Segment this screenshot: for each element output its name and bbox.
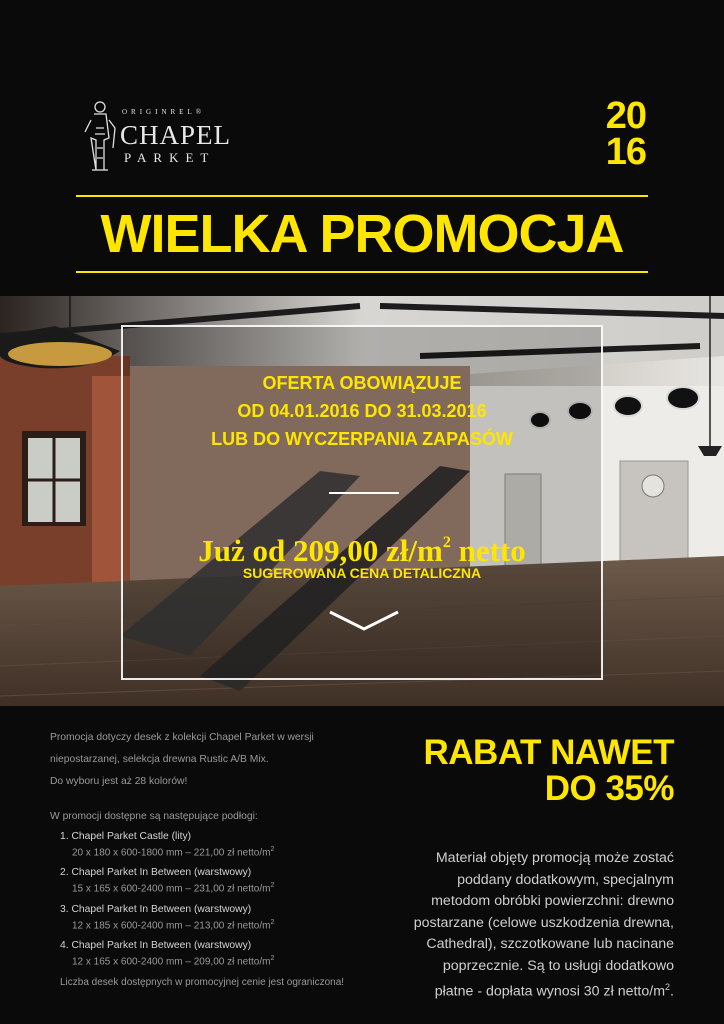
floor-name: 2. Chapel Parket In Between (warstwowy) (60, 867, 252, 879)
list-item (60, 830, 360, 859)
floor-spec-text: 20 x 180 x 600-1800 mm – 221,00 zł netto/m (72, 847, 271, 859)
logo-main-text: CHAPEL (120, 120, 232, 150)
price-prefix: Już od 209,00 zł/m (198, 533, 443, 568)
floor-name: 3. Chapel Parket In Between (warstwowy) (60, 903, 252, 915)
list-item (60, 903, 360, 932)
material-line-3: metodom obróbki powierzchni: drewno (431, 893, 674, 909)
floor-name: 4. Chapel Parket In Between (warstwowy) (60, 939, 252, 951)
figure-logo-icon (82, 98, 118, 174)
offer-line-3: LUB DO WYCZERPANIA ZAPASÓW (211, 429, 513, 449)
floor-spec-sup: 2 (270, 954, 275, 962)
material-line-7 (384, 977, 674, 1003)
material-line-7-suffix: . (670, 983, 674, 1000)
year-line-1: 20 (605, 95, 646, 137)
price-note: SUGEROWANA CENA DETALICZNA (242, 565, 482, 581)
material-description (384, 848, 674, 1003)
year-badge (605, 95, 646, 173)
offer-line-1: OFERTA OBOWIĄZUJE (262, 373, 462, 393)
headline-top-rule (76, 195, 648, 197)
discount-line-1: RABAT NAWET (423, 733, 674, 772)
list-item (60, 939, 360, 968)
discount-heading (424, 735, 675, 807)
material-line-5: Cathedral), szczotkowane lub nacinane (426, 936, 674, 952)
limit-note: Liczba desek dostępnych w promocyjnej cenie jest ograniczona! (60, 977, 345, 988)
floor-spec-sup: 2 (270, 846, 275, 853)
material-line-4: postarzane (celowe uszkodzenia drewna, (413, 914, 674, 931)
floor-spec-sup: 2 (270, 918, 275, 926)
floor-spec-text: 15 x 165 x 600-2400 mm – 231,00 zł netto/m (72, 883, 271, 895)
chevron-down-icon (328, 609, 400, 633)
chapel-parket-logo (78, 98, 248, 178)
logo-top-text: ORIGINREL® (122, 108, 206, 116)
material-line-2: poddany dodatkowym, specjalnym (457, 871, 674, 888)
floors-intro: W promocji dostępne są następujące podłogi: (50, 811, 258, 822)
year-line-2: 16 (605, 131, 646, 173)
promo-description (50, 727, 350, 793)
offer-divider (329, 492, 399, 494)
discount-line-2: DO 35% (544, 769, 674, 808)
floor-spec-text: 12 x 185 x 600-2400 mm – 213,00 zł netto/m (72, 919, 271, 931)
material-line-1: Materiał objęty promocją może zostać (435, 850, 674, 866)
material-line-7-prefix: płatne - dopłata wynosi 30 zł netto/m (434, 983, 666, 1000)
floor-spec (60, 916, 360, 932)
headline-bottom-rule (76, 271, 648, 273)
floor-spec (60, 879, 360, 895)
price-suffix: netto (450, 533, 526, 568)
floors-list (60, 830, 360, 975)
material-line-7-sup: 2 (665, 982, 671, 992)
price-sup: 2 (442, 534, 451, 551)
promo-description-line-2: niepostarzanej, selekcja drewna Rustic A/B Mix. (50, 754, 269, 765)
list-item (60, 866, 360, 895)
headline: WIELKA PROMOCJA (100, 204, 624, 264)
floor-name: 1. Chapel Parket Castle (lity) (60, 831, 192, 842)
offer-box (121, 325, 603, 680)
offer-dates: OD 04.01.2016 DO 31.03.2016 (237, 401, 487, 421)
material-line-6: poprzecznie. Są to usługi dodatkowo (442, 957, 674, 974)
floor-spec-sup: 2 (270, 882, 275, 890)
promo-description-line-3: Do wyboru jest aż 28 kolorów! (50, 776, 188, 787)
floor-spec (60, 843, 360, 859)
floor-spec-text: 12 x 165 x 600-2400 mm – 209,00 zł netto/m (72, 956, 271, 968)
logo-sub-text: PARKET (124, 150, 216, 165)
price-text (123, 525, 601, 569)
floor-spec (60, 952, 360, 968)
promo-description-line-1: Promocja dotyczy desek z kolekcji Chapel Parket w wersji (50, 732, 314, 743)
